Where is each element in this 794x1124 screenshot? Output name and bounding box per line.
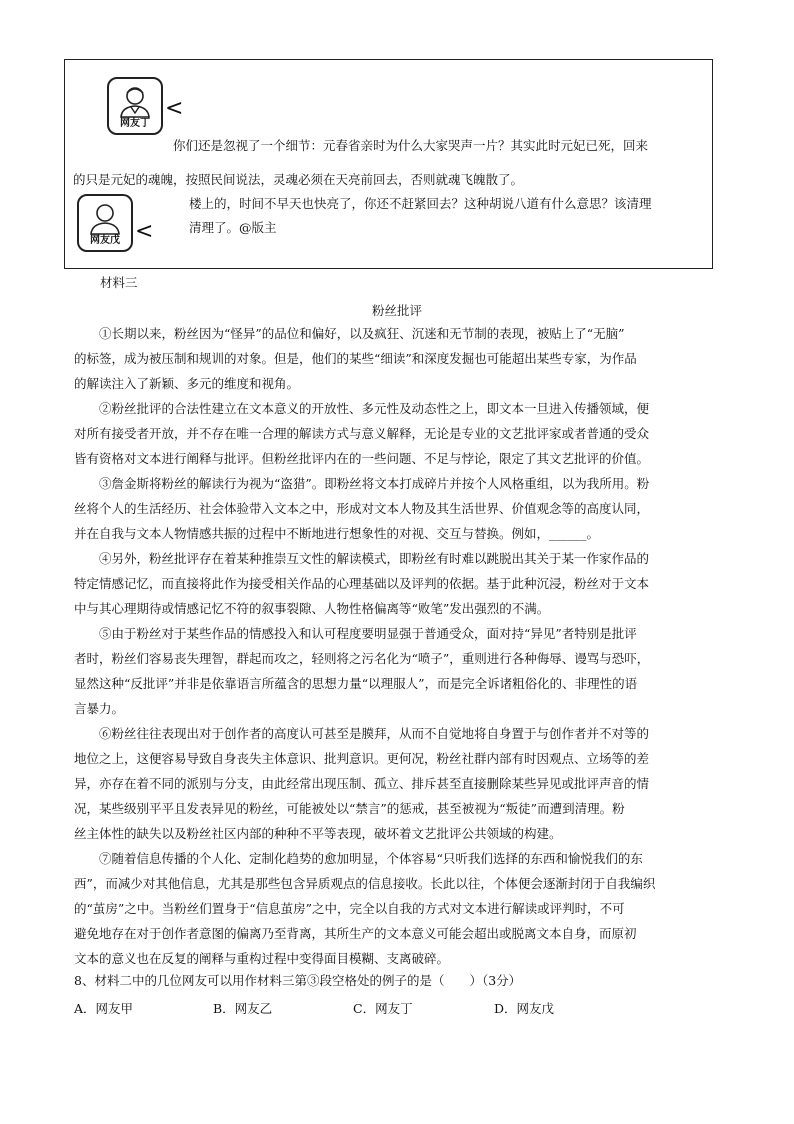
paragraph-line: 特定情感记忆，而直接将此作为接受相关作品的心理基础以及评判的依据。基于此种沉浸，粉丝对于文本 [74, 576, 650, 591]
avatar-user-e [77, 194, 133, 252]
paragraph-line: 西”，而减少对其他信息，尤其是那些包含异质观点的信息接收。长此以往，个体便会逐渐封闭于自我编织 [74, 876, 656, 891]
paragraph-line: ①长期以来，粉丝因为“怪异”的品位和偏好，以及疯狂、沉迷和无节制的表现，被贴上了“无脑” [99, 326, 625, 341]
article-paragraph [74, 321, 724, 396]
option-a[interactable]: A．网友甲 [74, 1001, 134, 1016]
paragraph-line: 者时，粉丝们容易丧失理智，群起而攻之，轻则将之污名化为“喷子”，重则进行各种侮辱、谩骂与恐吓， [74, 651, 650, 666]
option-d[interactable]: D．网友戊 [494, 1001, 555, 1016]
speech-pointer-icon: < [165, 96, 184, 121]
paragraph-line: ③詹金斯将粉丝的解读行为视为“盗猎”。即粉丝将文本打成碎片并按个人风格重组，以为我所用。粉 [99, 476, 650, 491]
paragraph-line: 显然这种“反批评”并非是依靠语言所蕴含的思想力量“以理服人”，而是完全诉诸粗俗化的、非理性的语 [74, 676, 638, 691]
article-paragraph [74, 546, 724, 621]
article-paragraph [74, 471, 724, 546]
article-paragraph [74, 846, 724, 971]
user-d-line-2: 的只是元妃的魂魄，按照民间说法，灵魂必须在天亮前回去，否则就魂飞魄散了。 [73, 172, 524, 187]
avatar-user-d [107, 77, 163, 135]
paragraph-line: 皆有资格对文本进行阐释与批评。但粉丝批评内在的一些问题、不足与悖论，限定了其文艺批评的价值。 [74, 451, 650, 466]
article-paragraph [74, 621, 724, 721]
paragraph-line: 避免地存在对于创作者意图的偏离乃至背离，其所生产的文本意义可能会超出或脱离文本自身，而原初 [74, 926, 637, 941]
user-name-label: 网友戊 [90, 235, 120, 246]
paragraph-line: 中与其心理期待或情感记忆不符的叙事裂隙、人物性格偏离等“败笔”发出强烈的不满。 [74, 601, 550, 616]
paragraph-line: 并在自我与文本人物情感共振的过程中不断地进行想象性的对视、交互与替换。例如，______。 [74, 526, 600, 541]
article-paragraph [74, 721, 724, 846]
dialog-frame [64, 59, 713, 269]
paragraph-line: 丝将个人的生活经历、社会体验带入文本之中，形成对文本人物及其生活世界、价值观念等的高度认同， [74, 501, 650, 516]
paragraph-line: 的标签，成为被压制和规训的对象。但是，他们的某些“细读”和深度发掘也可能超出某些专家，为作品 [74, 351, 637, 366]
paragraph-line: 的“茧房”之中。当粉丝们置身于“信息茧房”之中，完全以自我的方式对文本进行解读或评判时，不可 [74, 901, 625, 916]
paragraph-line: 文本的意义也在反复的阐释与重构过程中变得面目模糊、支离破碎。 [74, 951, 450, 966]
paragraph-line: 对所有接受者开放，并不存在唯一合理的解读方式与意义解释，无论是专业的文艺批评家或者普通的受众 [74, 426, 650, 441]
user-name-label: 网友丁 [120, 118, 150, 129]
article-title: 粉丝批评 [371, 303, 422, 318]
user-d-line-1: 你们还是忽视了一个细节：元春省亲时为什么大家哭声一片？其实此时元妃已死，回来 [173, 138, 649, 153]
paragraph-line: ⑦随着信息传播的个人化、定制化趋势的愈加明显，个体容易“只听我们选择的东西和愉悦我们的东 [99, 851, 643, 866]
paragraph-line: ⑤由于粉丝对于某些作品的情感投入和认可程度要明显强于普通受众，面对持“异见”者特别是批评 [99, 626, 637, 641]
user-e-line-2: 清理了。@版主 [189, 220, 277, 235]
paragraph-line: 况，某些级别平平且发表异见的粉丝，可能被处以“禁言”的惩戒，甚至被视为“叛徒”而遭到清理。粉 [74, 801, 625, 816]
article-paragraph [74, 396, 724, 471]
speech-pointer-icon: < [135, 219, 154, 244]
material-label: 材料三 [100, 275, 138, 290]
option-b[interactable]: B．网友乙 [213, 1001, 273, 1016]
paragraph-line: 丝主体性的缺失以及粉丝社区内部的种种不平等表现，破坏着文艺批评公共领域的构建。 [74, 826, 562, 841]
paragraph-line: ②粉丝批评的合法性建立在文本意义的开放性、多元性及动态性之上，即文本一旦进入传播领域，便 [99, 401, 650, 416]
paragraph-line: 言暴力。 [74, 701, 125, 716]
question-stem: 8、材料二中的几位网友可以用作材料三第③段空格处的例子的是（ ）（3分） [74, 973, 522, 988]
option-c[interactable]: C．网友丁 [353, 1001, 413, 1016]
paragraph-line: 异，亦存在着不同的派别与分支，由此经常出现压制、孤立、排斥甚至直接删除某些异见或批评声音的情 [74, 776, 650, 791]
paragraph-line: ④另外，粉丝批评存在着某种推崇互文性的解读模式，即粉丝有时难以跳脱出其关于某一作家作品的 [99, 551, 650, 566]
paragraph-line: 的解读注入了新颖、多元的维度和视角。 [74, 376, 300, 391]
user-e-line-1: 楼上的，时间不早天也快亮了，你还不赶紧回去？这种胡说八道有什么意思？该清理 [189, 196, 652, 211]
paragraph-line: 地位之上，这便容易导致自身丧失主体意识、批判意识。更何况，粉丝社群内部有时因观点、立场等的差 [74, 751, 650, 766]
paragraph-line: ⑥粉丝往往表现出对于创作者的高度认可甚至是膜拜，从而不自觉地将自身置于与创作者并不对等的 [99, 726, 650, 741]
